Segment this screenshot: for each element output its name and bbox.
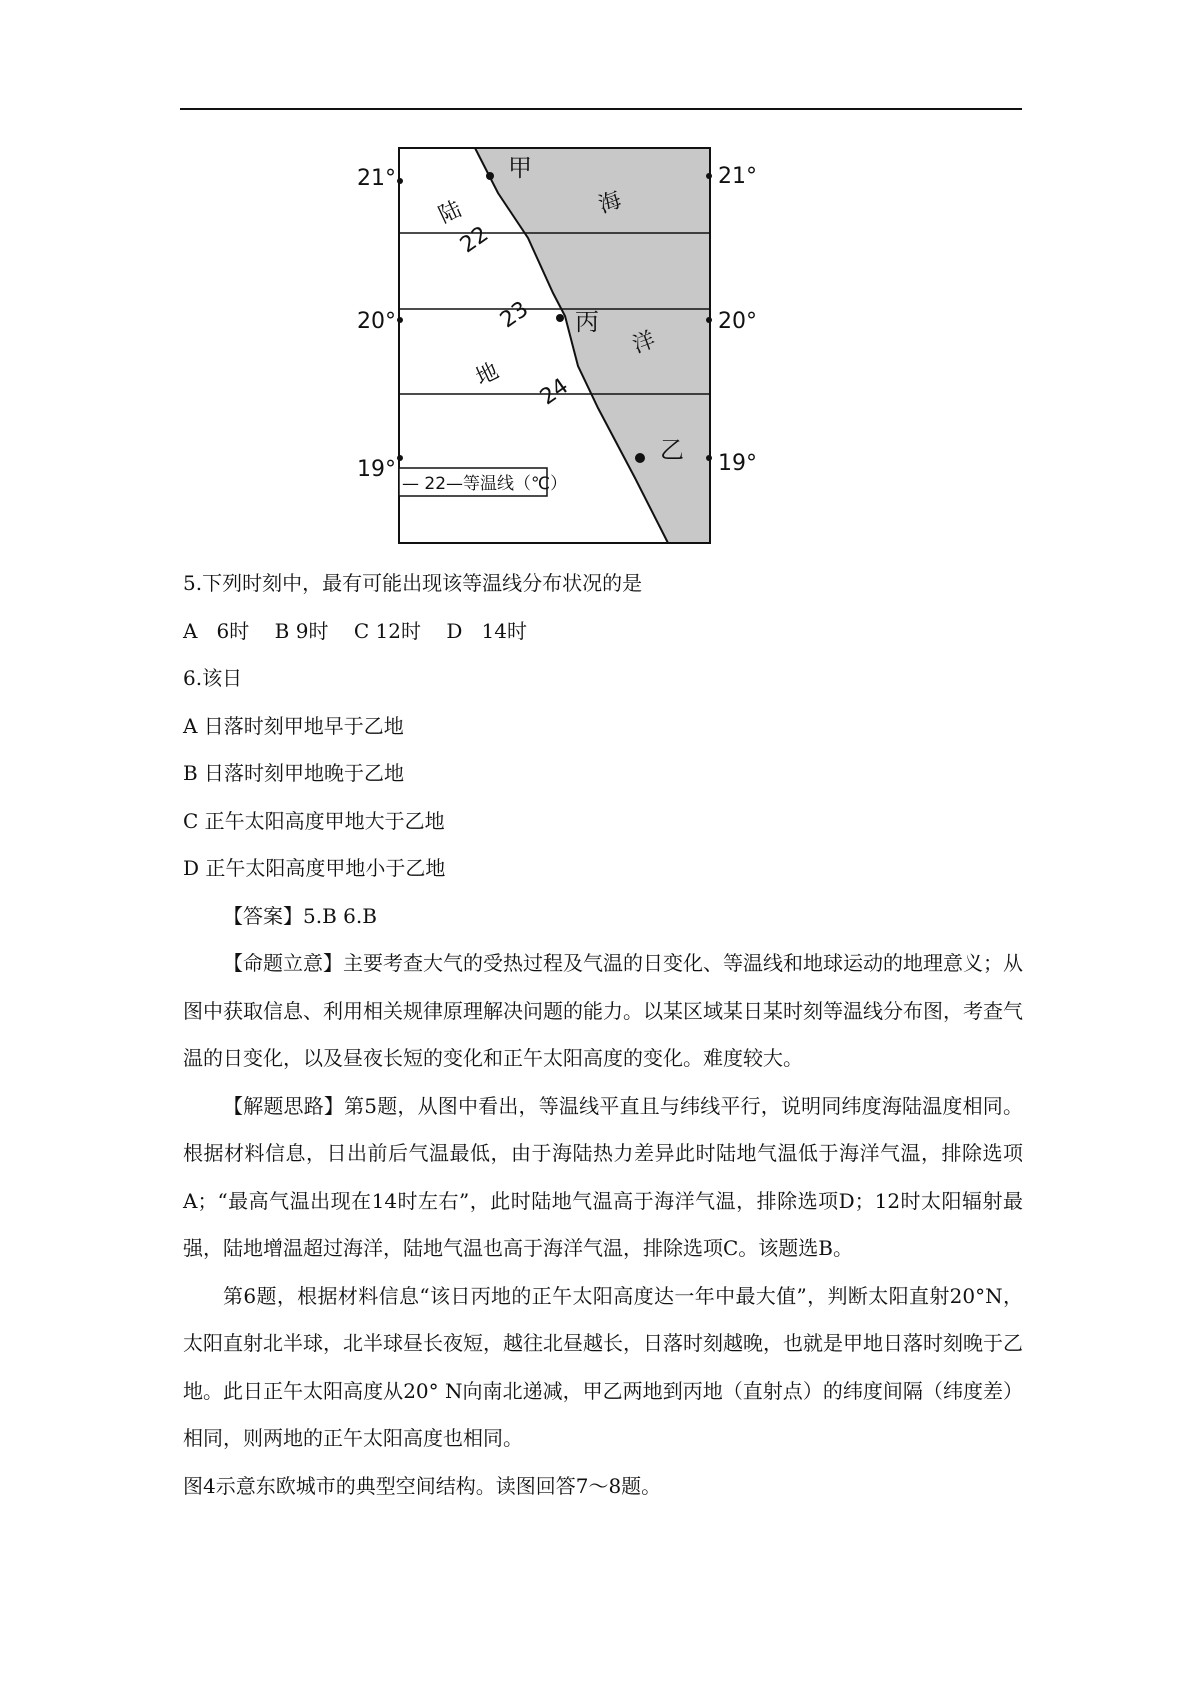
isotherm-label-24: 24 (535, 373, 574, 411)
legend-text: — 22—等温线（℃） (402, 474, 568, 494)
sea-char-hai: 海 (595, 187, 625, 219)
q6-option-d: D 正午太阳高度甲地小于乙地 (183, 856, 446, 880)
intent-paragraph: 【命题立意】主要考查大气的受热过程及气温的日变化、等温线和地球运动的地理意义；从图中获取信息、利用相关规律原理解决问题的能力。以某区域某日某时刻等温线分布图，考查气温的日变化，以及昼夜长短的变化和正午太阳高度的变化。难度较大。 (183, 951, 1023, 1070)
q5-stem: 5.下列时刻中，最有可能出现该等温线分布状况的是 (183, 571, 643, 595)
isotherm-map (357, 148, 820, 548)
point-jia-label: 甲 (508, 154, 532, 182)
q6-option-c: C 正午太阳高度甲地大于乙地 (183, 808, 445, 833)
lat-label-left-19: 19° (357, 457, 396, 482)
analysis-q5-paragraph: 【解题思路】第5题，从图中看出，等温线平直且与纬线平行，说明同纬度海陆温度相同。根据材料信息，日出前后气温最低，由于海陆热力差异此时陆地气温低于海洋气温，排除选项A；“最高气温出现在14时左右”，此时陆地气温高于海洋气温，排除选项D；12时太阳辐射最强，陆地增温超过海洋，陆地气温也高于海洋气温，排除选项C。该题选B。 (183, 1093, 1023, 1260)
point-bing-marker (556, 314, 564, 322)
lat-label-left-20: 20° (357, 309, 396, 334)
point-yi-marker (635, 453, 645, 463)
point-bing-label: 丙 (575, 308, 599, 336)
point-yi-label: 乙 (660, 436, 684, 464)
land-char-lu: 陆 (435, 196, 466, 229)
lat-label-left-21: 21° (357, 166, 396, 191)
isotherm-label-22: 22 (455, 221, 494, 259)
sea-char-yang: 洋 (629, 327, 659, 359)
analysis-q6-paragraph: 第6题，根据材料信息“该日丙地的正午太阳高度达一年中最大值”，判断太阳直射20°N，太阳直射北半球，北半球昼长夜短，越往北昼越长，日落时刻越晚，也就是甲地日落时刻晚于乙地。此日正午太阳高度从20° N向南北递减，甲乙两地到丙地（直射点）的纬度间隔（纬度差）相同，则两地的正午太阳高度也相同。 (183, 1283, 1023, 1450)
q6-option-a: A 日落时刻甲地早于乙地 (183, 713, 404, 738)
header-rule (180, 108, 1022, 110)
answer: 【答案】5.B 6.B (223, 903, 377, 928)
point-jia-marker (486, 172, 494, 180)
next-section-intro: 图4示意东欧城市的典型空间结构。读图回答7～8题。 (183, 1473, 662, 1498)
q5-options: A 6时 B 9时 C 12时 D 14时 (183, 618, 527, 643)
q6-stem: 6.该日 (183, 666, 243, 690)
isotherm-label-23: 23 (495, 296, 534, 334)
lat-label-right-21: 21° (718, 164, 757, 189)
lat-label-right-20: 20° (718, 309, 757, 334)
q6-option-b: B 日落时刻甲地晚于乙地 (183, 761, 405, 785)
document-body (183, 560, 1023, 1510)
lat-label-right-19: 19° (718, 451, 757, 476)
land-char-di: 地 (472, 358, 503, 391)
